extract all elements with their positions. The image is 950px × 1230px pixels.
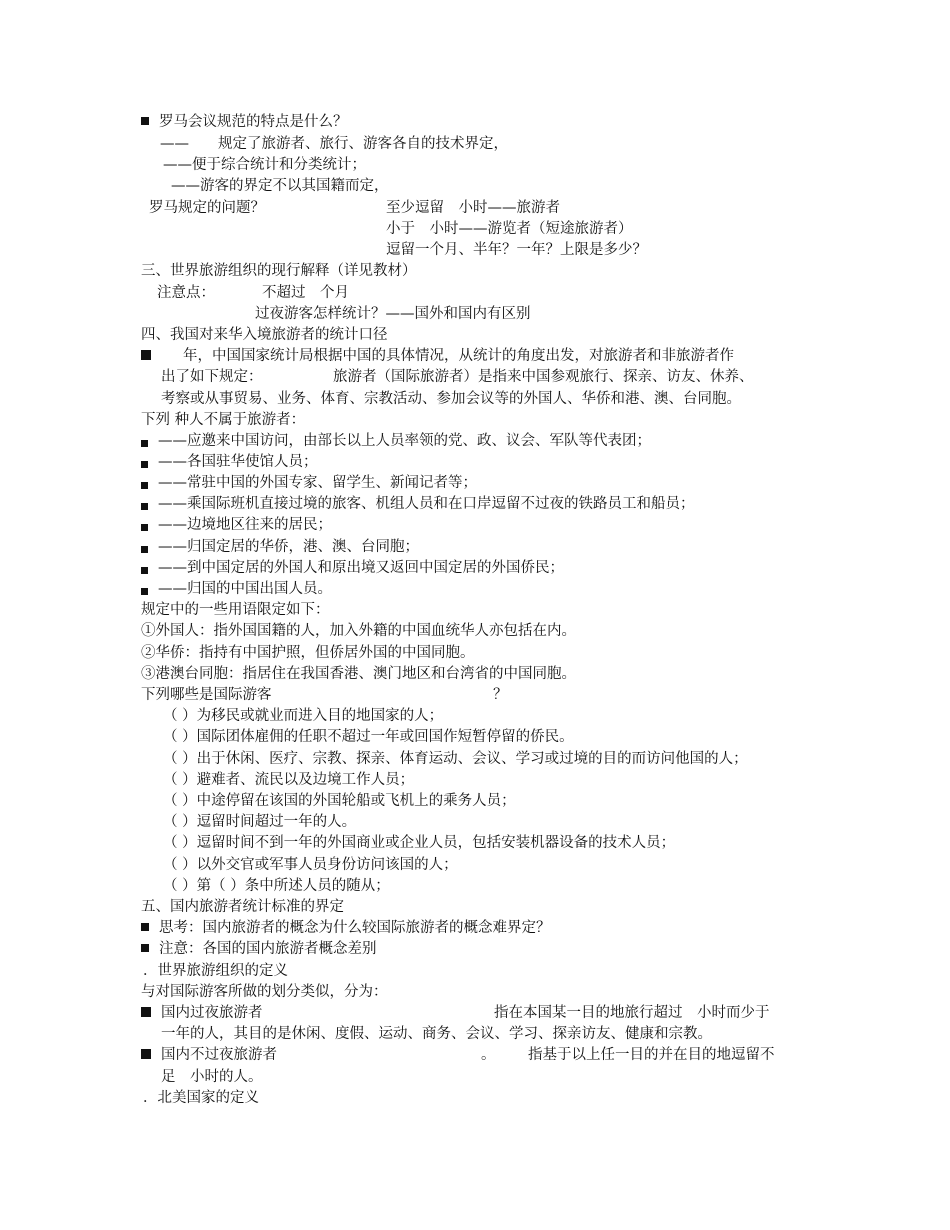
north-america-definition-title: ．北美国家的定义: [143, 1090, 259, 1106]
choice-item: （ ）为移民或就业而进入目的地国家的人；: [163, 708, 444, 724]
section-3-title: 三、世界旅游组织的现行解释（详见教材）: [141, 263, 417, 279]
list-item: ——到中国定居的外国人和原出境又返回中国定居的外国侨民；: [141, 558, 564, 578]
bullet-square-icon: [141, 1007, 151, 1017]
choice-item: （ ）逗留时间超过一年的人。: [163, 814, 357, 830]
rome-answer-1: 至少逗留 小时——旅游者: [386, 200, 560, 216]
bullet-square-icon: [141, 567, 148, 574]
list-item: ——边境地区往来的居民；: [141, 515, 332, 535]
list-item: ——归国的中国出国人员。: [141, 579, 332, 599]
term-item: ②华侨：指持有中国护照，但侨居外国的中国同胞。: [141, 645, 475, 661]
section-4-para-line-1: 年，中国国家统计局根据中国的具体情况，从统计的角度出发，对旅游者和非旅游者作: [141, 346, 734, 366]
exclusion-title: 下列 种人不属于旅游者：: [141, 412, 306, 428]
choice-item: （ ）国际团体雇佣的任职不超过一年或回国作短暂停留的侨民。: [163, 729, 574, 745]
wto-overnight-label: 国内过夜旅游者: [141, 1003, 263, 1023]
rome-problem: 罗马规定的问题？: [149, 200, 265, 216]
wto-overnight-def-b: 一年的人，其目的是休闲、度假、运动、商务、会议、学习、探亲访友、健康和宗教。: [161, 1026, 712, 1042]
section-4-para-line-2b: 旅游者（国际旅游者）是指来中国参观旅行、探亲、访友、休养、: [333, 369, 754, 385]
bullet-square-icon: [141, 440, 148, 447]
section-4-para-line-2a: 出了如下规定：: [161, 369, 263, 385]
section-3-note-2: 过夜游客怎样统计？——国外和国内有区别: [255, 306, 531, 322]
bullet-square-icon: [141, 1049, 151, 1059]
bullet-square-icon: [141, 546, 148, 553]
bullet-square-icon: [141, 588, 148, 595]
choice-item: （ ）逗留时间不到一年的外国商业或企业人员，包括安装机器设备的技术人员；: [163, 835, 676, 851]
section-4-title: 四、我国对来华入境旅游者的统计口径: [141, 327, 388, 343]
terms-title: 规定中的一些用语限定如下：: [141, 602, 330, 618]
list-item: ——常驻中国的外国专家、留学生、新闻记者等；: [141, 473, 477, 493]
bullet-square-icon: [141, 524, 148, 531]
term-item: ①外国人：指外国国籍的人，加入外籍的中国血统华人亦包括在内。: [141, 623, 576, 639]
choice-item: （ ）第（ ）条中所述人员的随从；: [163, 878, 390, 894]
wto-intro: 与对国际游客所做的划分类似，分为：: [141, 984, 388, 1000]
list-item: ——乘国际班机直接过境的旅客、机组人员和在口岸逗留不过夜的铁路员工和船员；: [141, 494, 695, 514]
section-5-title: 五、国内旅游者统计标准的界定: [141, 899, 344, 915]
section-5-think: 思考：国内旅游者的概念为什么较国际旅游者的概念难界定？: [141, 918, 551, 938]
term-item: ③港澳台同胞：指居住在我国香港、澳门地区和台湾省的中国同胞。: [141, 666, 576, 682]
wto-day-def-b: 足 小时的人。: [161, 1069, 263, 1085]
rome-question: 罗马会议规范的特点是什么？: [141, 112, 348, 132]
choice-item: （ ）出于休闲、医疗、宗教、探亲、体育运动、会议、学习或过境的目的而访问他国的人；: [163, 751, 748, 767]
wto-day-dot: 。: [481, 1047, 496, 1063]
wto-definition-title: ．世界旅游组织的定义: [143, 963, 288, 979]
list-item: ——应邀来中国访问，由部长以上人员率领的党、政、议会、军队等代表团；: [141, 431, 651, 451]
section-3-note-1: 不超过 个月: [262, 285, 349, 301]
section-3-note-label: 注意点：: [157, 285, 215, 301]
choice-item: （ ）以外交官或军事人员身份访问该国的人；: [163, 857, 458, 873]
choice-item: （ ）中途停留在该国的外国轮船或飞机上的乘务人员；: [163, 793, 516, 809]
rome-feature-1: —— 规定了旅游者、旅行、游客各自的技术界定，: [160, 136, 508, 152]
rome-answer-2: 小于 小时——游览者（短途旅游者）: [386, 221, 633, 237]
list-item: ——各国驻华使馆人员；: [141, 452, 318, 472]
wto-day-def-a: 指基于以上任一目的并在目的地逗留不: [528, 1047, 775, 1063]
section-5-note: 注意：各国的国内旅游者概念差别: [141, 939, 377, 959]
intl-question-mark: ？: [493, 687, 508, 703]
rome-feature-3: ——游客的界定不以其国籍而定，: [171, 178, 389, 194]
choice-item: （ ）避难者、流民以及边境工作人员；: [163, 772, 415, 788]
bullet-square-icon: [141, 923, 149, 931]
bullet-square-icon: [141, 461, 148, 468]
bullet-square-icon: [141, 482, 148, 489]
rome-feature-2: ——便于综合统计和分类统计；: [163, 157, 366, 173]
bullet-square-icon: [141, 503, 148, 510]
section-4-para-line-3: 考察或从事贸易、业务、体育、宗教活动、参加会议等的外国人、华侨和港、澳、台同胞。: [161, 391, 741, 407]
wto-day-label: 国内不过夜旅游者: [141, 1045, 277, 1065]
bullet-square-icon: [141, 117, 149, 125]
bullet-square-icon: [141, 944, 149, 952]
bullet-square-icon: [141, 350, 151, 360]
intl-question: 下列哪些是国际游客: [141, 687, 272, 703]
rome-answer-3: 逗留一个月、半年？一年？上限是多少？: [386, 242, 647, 258]
list-item: ——归国定居的华侨，港、澳、台同胞；: [141, 537, 419, 557]
wto-overnight-def-a: 指在本国某一目的地旅行超过 小时而少于: [494, 1005, 770, 1021]
